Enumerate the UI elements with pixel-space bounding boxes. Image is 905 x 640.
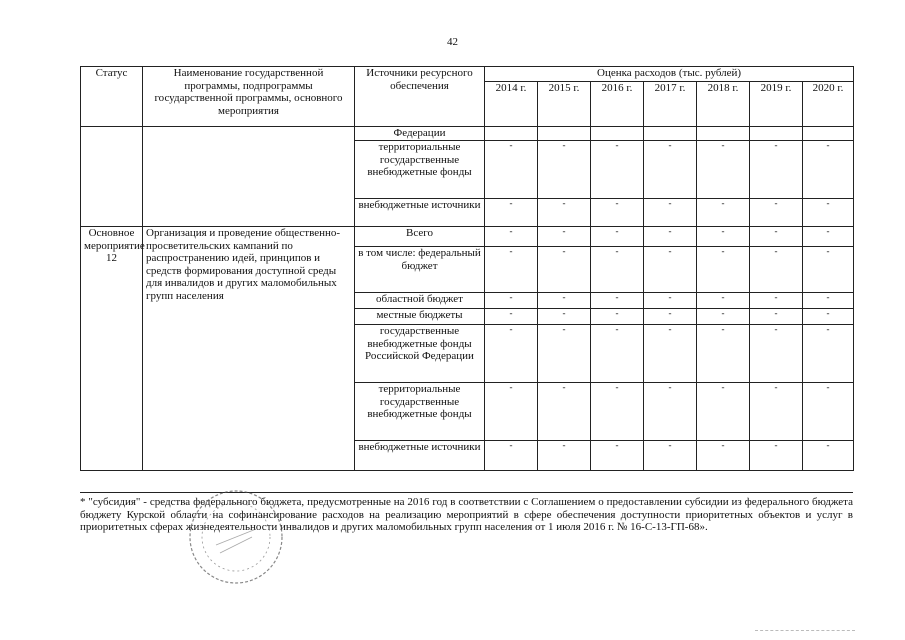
value-cell (644, 127, 697, 141)
source-cell: Федерации (355, 127, 485, 141)
value-cell: - (591, 199, 644, 227)
value-cell: - (538, 325, 591, 383)
value-cell: - (803, 247, 854, 293)
value-cell: - (538, 293, 591, 309)
value-cell: - (697, 325, 750, 383)
value-cell: - (538, 199, 591, 227)
source-cell: внебюджетные источники (355, 441, 485, 471)
header-status: Статус (81, 67, 143, 127)
value-cell: - (485, 199, 538, 227)
value-cell: - (697, 227, 750, 247)
value-cell: - (538, 141, 591, 199)
header-estimate: Оценка расходов (тыс. рублей) (485, 67, 854, 82)
value-cell (485, 127, 538, 141)
value-cell: - (485, 293, 538, 309)
page-edge-mark (755, 630, 855, 632)
value-cell: - (644, 227, 697, 247)
seal-stamp-icon (186, 487, 286, 587)
value-cell: - (538, 383, 591, 441)
value-cell: - (697, 383, 750, 441)
value-cell: - (485, 441, 538, 471)
value-cell: - (485, 227, 538, 247)
header-year: 2017 г. (644, 82, 697, 127)
status-cell (81, 127, 143, 227)
value-cell: - (750, 199, 803, 227)
value-cell: - (750, 325, 803, 383)
table-row (81, 127, 854, 141)
value-cell: - (591, 227, 644, 247)
source-cell: территориальные государственные внебюджетные фонды (355, 141, 485, 199)
budget-table (80, 66, 854, 471)
value-cell: - (591, 383, 644, 441)
source-cell: внебюджетные источники (355, 199, 485, 227)
program-name-cell (143, 127, 355, 227)
table-row (81, 227, 854, 247)
value-cell: - (697, 141, 750, 199)
value-cell: - (485, 383, 538, 441)
page-number: 42 (447, 36, 458, 48)
value-cell: - (591, 293, 644, 309)
value-cell: - (697, 441, 750, 471)
value-cell: - (803, 441, 854, 471)
value-cell: - (750, 293, 803, 309)
value-cell: - (538, 441, 591, 471)
source-cell: Всего (355, 227, 485, 247)
event-name: Организация и проведение общественно-просветительских кампаний по распространению идей, принципов и средств формирования доступной среды для инвалидов и других маломобильных групп населения (143, 227, 355, 471)
value-cell: - (803, 325, 854, 383)
value-cell: - (803, 227, 854, 247)
value-cell (591, 127, 644, 141)
value-cell: - (591, 325, 644, 383)
value-cell: - (750, 141, 803, 199)
value-cell: - (697, 309, 750, 325)
header-year: 2020 г. (803, 82, 854, 127)
value-cell: - (485, 309, 538, 325)
value-cell: - (485, 247, 538, 293)
value-cell: - (591, 247, 644, 293)
header-program-name: Наименование государственной программы, подпрограммы государственной программы, основного мероприятия (143, 67, 355, 127)
header-year: 2018 г. (697, 82, 750, 127)
value-cell: - (750, 383, 803, 441)
value-cell: - (803, 309, 854, 325)
value-cell: - (538, 309, 591, 325)
value-cell: - (485, 141, 538, 199)
source-cell: областной бюджет (355, 293, 485, 309)
event-status: Основное мероприятие 12 (81, 227, 143, 471)
value-cell: - (750, 247, 803, 293)
value-cell: - (697, 199, 750, 227)
value-cell: - (538, 247, 591, 293)
source-cell: местные бюджеты (355, 309, 485, 325)
value-cell: - (591, 441, 644, 471)
value-cell: - (644, 383, 697, 441)
value-cell: - (644, 247, 697, 293)
value-cell: - (803, 141, 854, 199)
value-cell: - (697, 293, 750, 309)
source-cell: в том числе: федеральный бюджет (355, 247, 485, 293)
header-year: 2014 г. (485, 82, 538, 127)
header-year: 2019 г. (750, 82, 803, 127)
value-cell: - (644, 309, 697, 325)
value-cell: - (591, 141, 644, 199)
value-cell: - (750, 309, 803, 325)
value-cell: - (485, 325, 538, 383)
value-cell (750, 127, 803, 141)
value-cell: - (644, 325, 697, 383)
value-cell: - (644, 293, 697, 309)
value-cell (538, 127, 591, 141)
source-cell: государственные внебюджетные фонды Российской Федерации (355, 325, 485, 383)
value-cell: - (750, 227, 803, 247)
value-cell: - (591, 309, 644, 325)
value-cell: - (803, 383, 854, 441)
value-cell: - (644, 141, 697, 199)
header-funding-sources: Источники ресурсного обеспечения (355, 67, 485, 127)
value-cell (803, 127, 854, 141)
value-cell: - (644, 441, 697, 471)
value-cell: - (697, 247, 750, 293)
value-cell (697, 127, 750, 141)
value-cell: - (803, 293, 854, 309)
header-year: 2015 г. (538, 82, 591, 127)
value-cell: - (750, 441, 803, 471)
value-cell: - (803, 199, 854, 227)
value-cell: - (538, 227, 591, 247)
value-cell: - (644, 199, 697, 227)
footnote: * "субсидия" - средства федерального бюджета, предусмотренные на 2016 год в соответствии с Соглашением о предоставлении субсидии из федерального бюджета бюджету Курской области на софинансирование расходов на реализацию мероприятий в сфере обеспечения доступности приоритетных объектов и услуг в приоритетных сферах жизнедеятельности инвалидов и других маломобильных групп населения от 1 июля 2016 г. № 16-С-13-ГП-68». (80, 492, 853, 534)
header-year: 2016 г. (591, 82, 644, 127)
source-cell: территориальные государственные внебюджетные фонды (355, 383, 485, 441)
